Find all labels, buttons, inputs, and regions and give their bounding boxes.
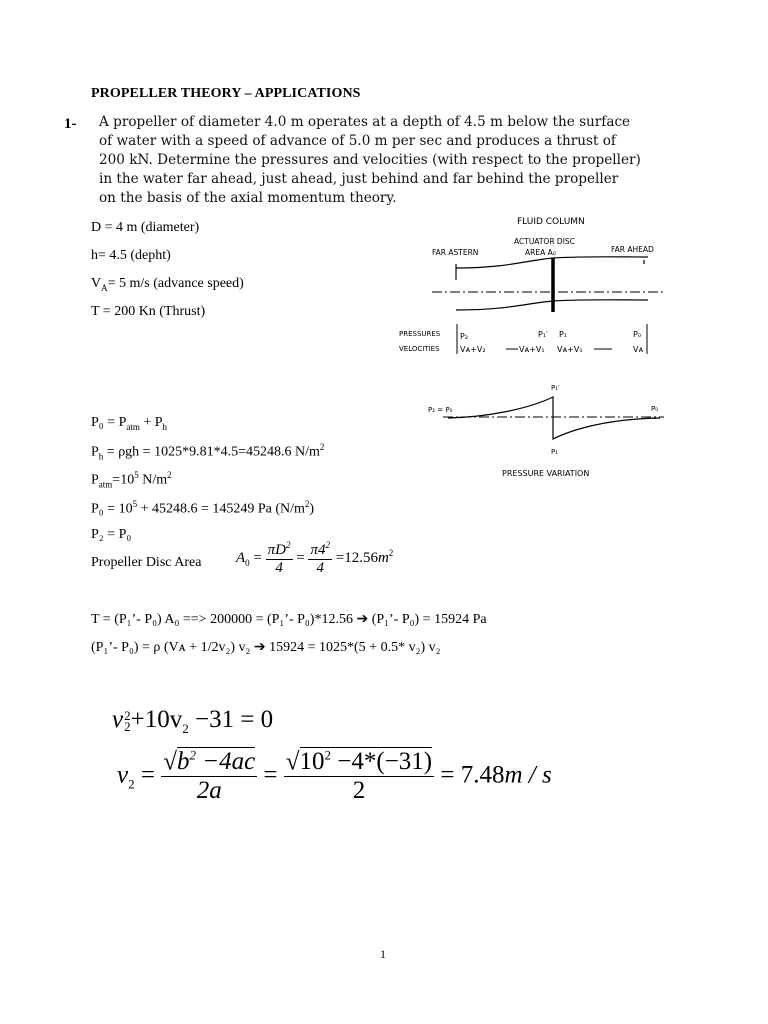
velocity-just-astern: Vᴀ+V₁ (519, 345, 545, 354)
given-depth: h= 4.5 (depht) (91, 248, 171, 263)
quadratic-solution: $v_2$ = $\frac{√b^2 -4ac}{2a}$ = $\frac{√10^2 -4*(-31)}{2}$ = 7.48m / s (117, 748, 552, 805)
pressure-variation-label: PRESSURE VARIATION (502, 469, 590, 478)
velocity-far-astern: Vᴀ+V₂ (460, 345, 486, 354)
pv-p1-prime-label: P₁′ (551, 384, 560, 392)
momentum-equation: (P₁’- P₀) = ρ (Vᴀ + 1/2v₂) v₂ ➔ 15924 = 1025*(5 + 0.5* v₂) v₂ (91, 640, 441, 655)
p2-equation: P₂ = P₀ (91, 527, 132, 542)
p1-label: P₁ (559, 330, 568, 339)
problem-line: 200 kN. Determine the pressures and velocities (with respect to the propeller) (99, 152, 641, 168)
pv-p1-label: P₁ (551, 448, 559, 456)
area-label: AREA A₀ (525, 248, 556, 257)
p2-label: P₂ (460, 332, 469, 341)
problem-statement (99, 113, 669, 208)
given-thrust: T = 200 Kn (Thrust) (91, 304, 206, 319)
advance-value: = 5 m/s (advance speed) (107, 276, 244, 291)
problem-line: of water with a speed of advance of 5.0 m per sec and produces a thrust of (99, 133, 616, 149)
advance-subscript: A (101, 282, 108, 293)
given-advance-speed (91, 276, 244, 293)
velocity-just-ahead: Vᴀ+V₁ (557, 345, 583, 354)
velocities-label: VELOCITIES (399, 345, 440, 353)
page-number: 1 (380, 947, 386, 961)
quadratic-equation: v 2 2 $+10v_2 -31 = 0$ (112, 706, 274, 736)
advance-symbol: V (91, 276, 102, 291)
problem-line: in the water far ahead, just ahead, just behind and far behind the propeller (99, 171, 619, 187)
disc-area-formula: $A_0$ = $\frac{\pi D^2}{4}$ = $\frac{\pi 4^2}{4}$ $=12.56m^2$ (236, 540, 394, 576)
problem-line: on the basis of the axial momentum theory. (99, 190, 397, 206)
p0-definition: $P_0 = P_{atm} + P_h$ (91, 415, 168, 432)
question-number: 1- (64, 116, 77, 132)
actuator-disc-diagram (398, 204, 680, 484)
ph-equation: $P_h = \rho gh = 1025*9.81*4.5=45248.6$ $N/m^2$ (91, 442, 325, 462)
pv-p2-p0-label: P₂ = P₀ (428, 406, 453, 414)
far-astern-label: FAR ASTERN (432, 248, 479, 257)
velocity-far-ahead: Vᴀ (633, 345, 644, 354)
pressures-label: PRESSURES (399, 330, 441, 338)
thrust-equation: T = (P₁’- P₀) A₀ ==> 200000 = (P₁’- P₀)*12.56 ➔ (P₁’- P₀) = 15924 Pa (91, 612, 487, 627)
patm-equation: $P_{atm}=10^5$ $N/m^2$ (91, 470, 172, 490)
disc-area-label: Propeller Disc Area (91, 555, 202, 570)
p0-calculation: $P_0 = 10^5 + 45248.6 = 145249$ Pa $(N/m^2)$ (91, 499, 315, 517)
far-ahead-label: FAR AHEAD (611, 245, 654, 254)
p0-label: P₀ (633, 330, 642, 339)
page-title: PROPELLER THEORY – APPLICATIONS (91, 86, 361, 101)
pv-p0-label: P₀ (651, 405, 659, 413)
pressure-curve (448, 397, 660, 439)
given-diameter: D = 4 m (diameter) (91, 220, 200, 235)
p1-prime-label: P₁′ (538, 330, 548, 339)
actuator-disc-label: ACTUATOR DISC (514, 237, 575, 246)
problem-line: A propeller of diameter 4.0 m operates at a depth of 4.5 m below the surface (99, 114, 631, 130)
fluid-column-label: FLUID COLUMN (517, 217, 585, 227)
